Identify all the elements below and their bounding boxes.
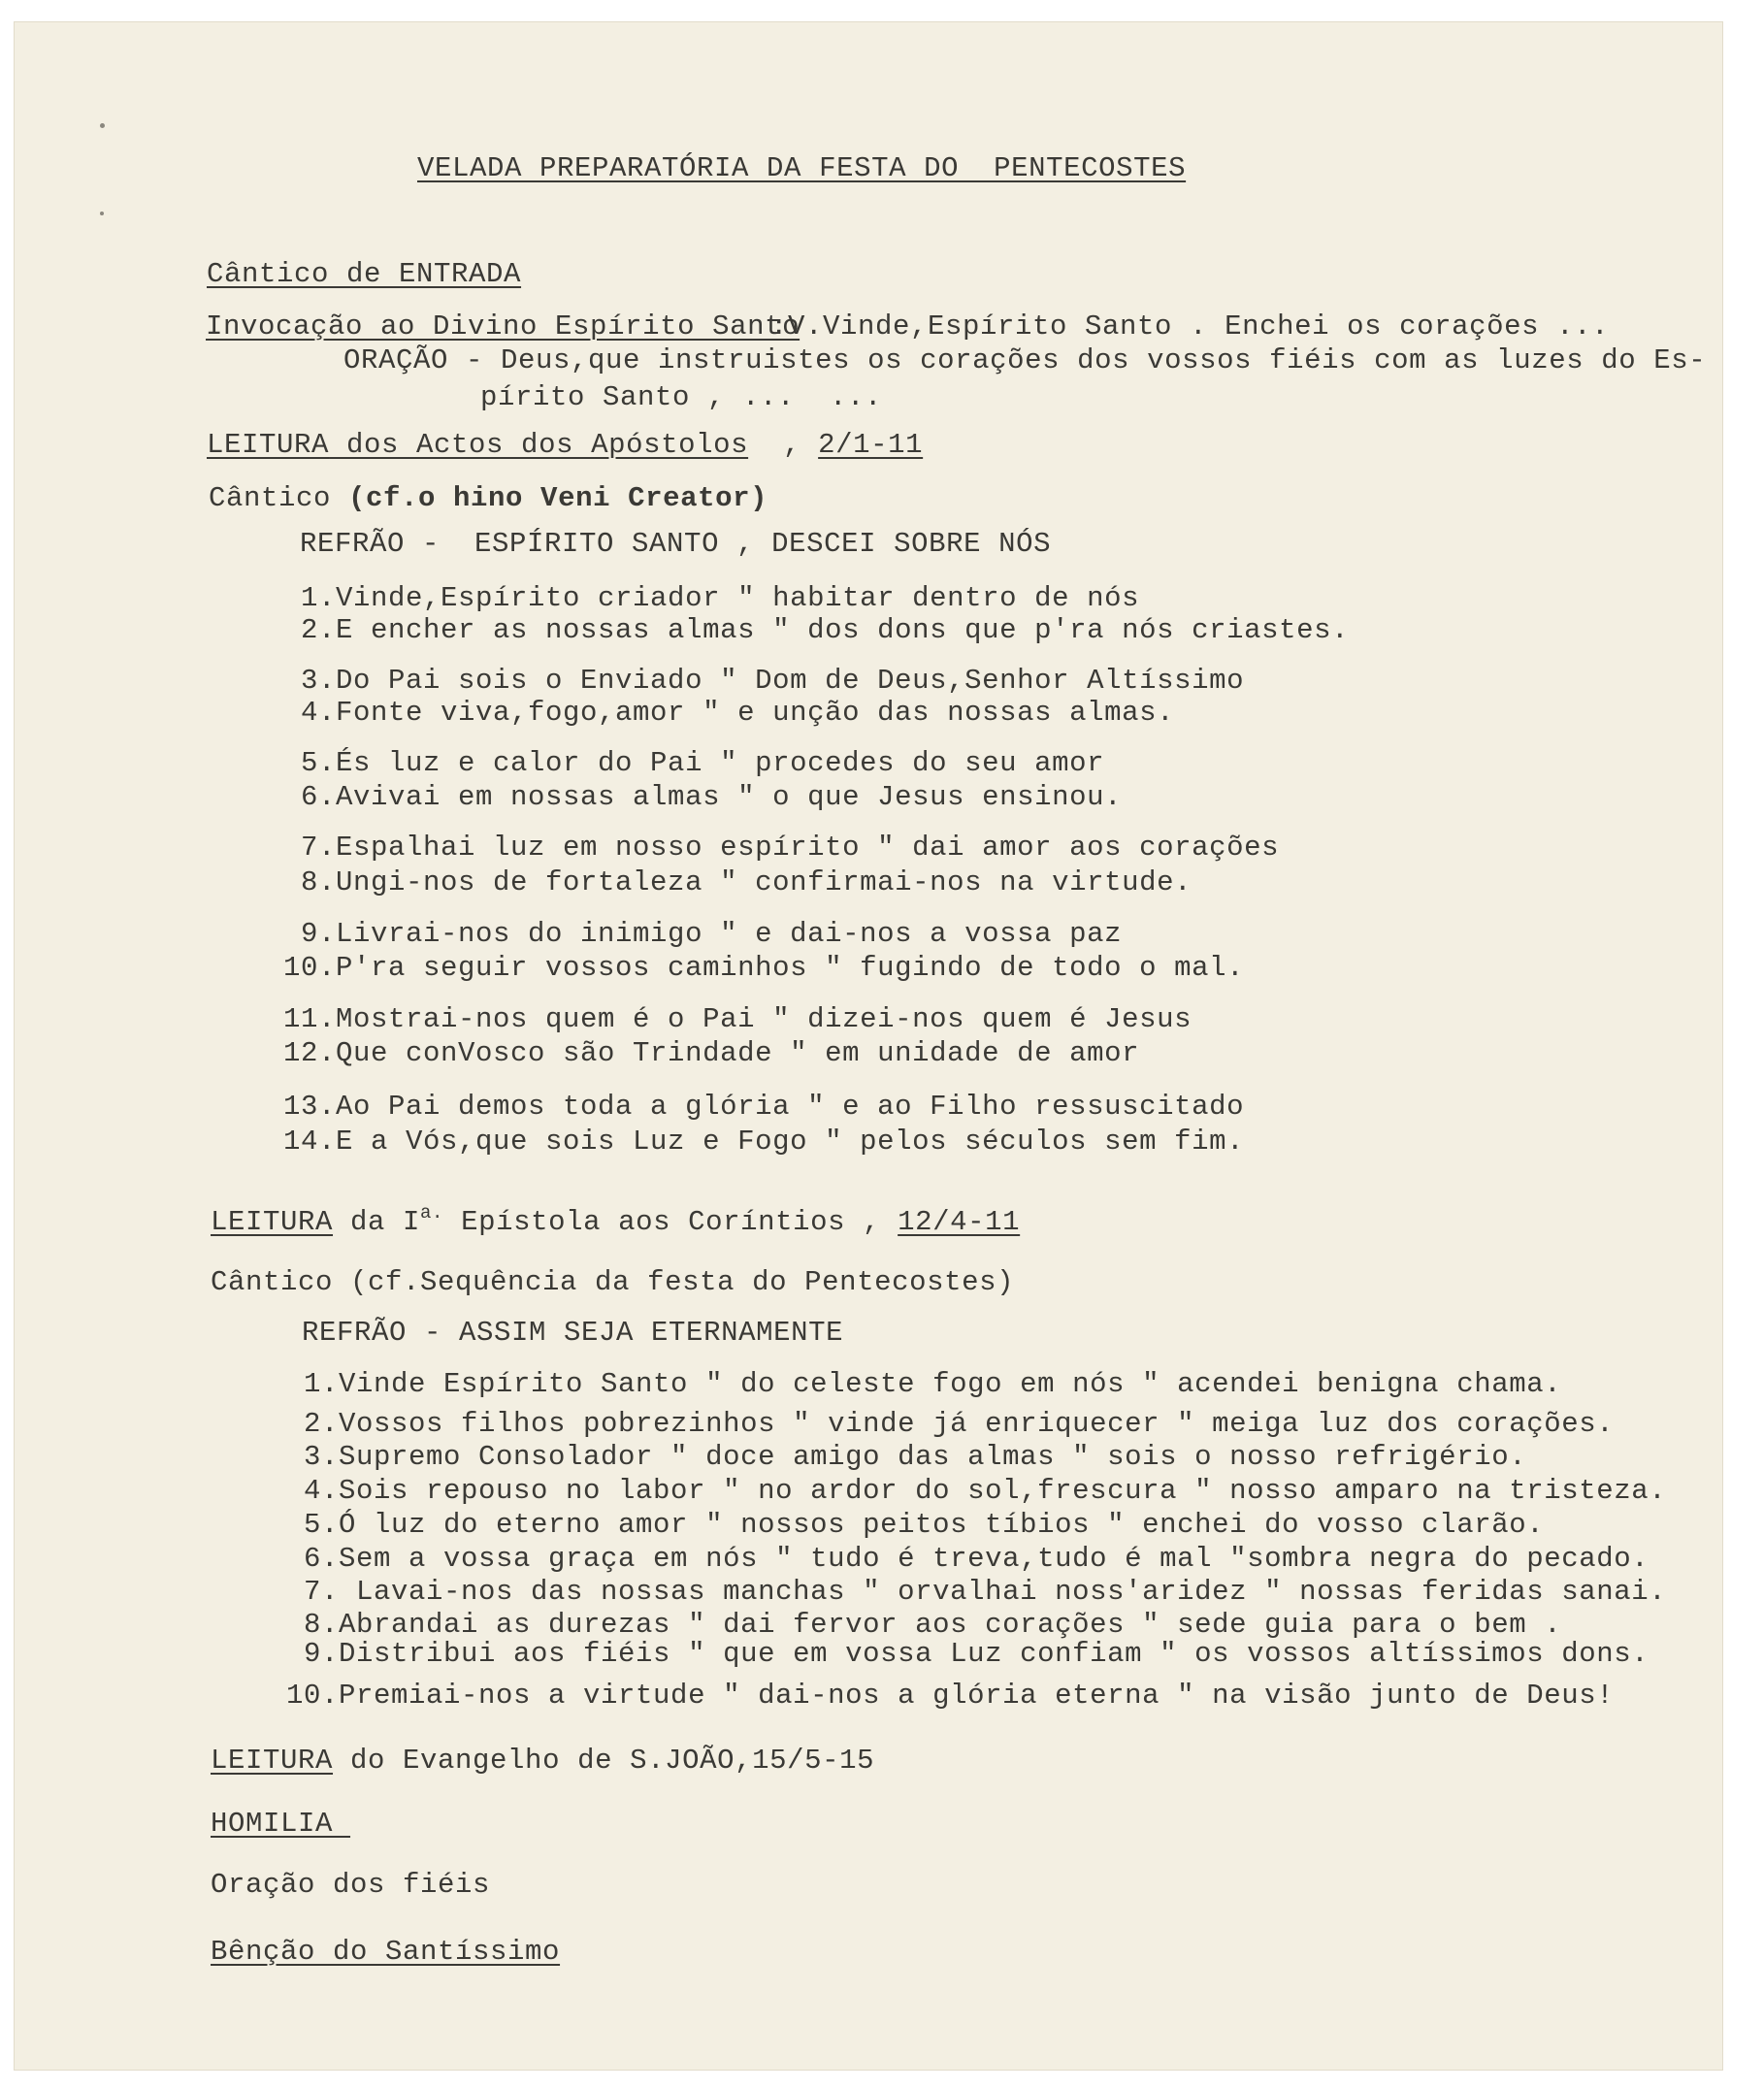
hymn2-verse: 2.Vossos filhos pobrezinhos " vinde já enriquecer " meiga luz dos corações. [286, 1408, 1615, 1440]
hymn1-verse: 10.P'ra seguir vossos caminhos " fugindo de todo o mal. [283, 952, 1245, 984]
hymn1-verse: 13.Ao Pai demos toda a glória " e ao Filho ressuscitado [283, 1091, 1245, 1123]
invocacao-text: :V.Vinde,Espírito Santo . Enchei os corações ... [770, 310, 1610, 343]
leitura-text: Epístola aos Coríntios , [443, 1206, 898, 1238]
leitura-label: LEITURA [207, 429, 330, 461]
hymn2-verse: 8.Abrandai as durezas " dai fervor aos corações " sede guia para o bem . [286, 1609, 1562, 1641]
paper-speck [100, 123, 105, 128]
section-cantico-entrada: Cântico de ENTRADA [207, 258, 522, 290]
leitura-evangelho [211, 1745, 874, 1778]
hymn2-verse: 4.Sois repouso no labor " no ardor do sol,frescura " nosso amparo na tristeza. [286, 1475, 1667, 1507]
hymn2-verse: 1.Vinde Espírito Santo " do celeste fogo em nós " acendei benigna chama. [286, 1368, 1562, 1400]
hymn1-verse: 3.Do Pai sois o Enviado " Dom de Deus,Senhor Altíssimo [283, 665, 1245, 697]
hymn2-verse: 10.Premiai-nos a virtude " dai-nos a glória eterna " na visão junto de Deus! [286, 1680, 1615, 1712]
hymn2-verse: 3.Supremo Consolador " doce amigo das almas " sois o nosso refrigério. [286, 1441, 1527, 1473]
cantico-note: (cf.o hino Veni Creator) [348, 482, 768, 514]
oracao-line-2: pírito Santo , ... ... [480, 381, 883, 413]
leitura-reference: 2/1-11 [818, 429, 924, 461]
invocacao-label: Invocação ao Divino Espírito Santo [206, 310, 800, 343]
oracao-line-1: ORAÇÃO - Deus,que instruistes os corações dos vossos fiéis com as luzes do Es- [343, 344, 1707, 376]
cantico-label: Cântico [209, 482, 349, 514]
cantico-veni-creator [209, 482, 768, 515]
ordinal-superscript: a. [420, 1202, 444, 1224]
hymn1-verse: 1.Vinde,Espírito criador " habitar dentro de nós [283, 582, 1140, 614]
bencao-do-santissimo: Bênção do Santíssimo [211, 1936, 561, 1968]
refrao-1: REFRÃO - ESPÍRITO SANTO , DESCEI SOBRE NÓS [300, 528, 1052, 560]
leitura-text: da I [333, 1206, 421, 1238]
document-title: VELADA PREPARATÓRIA DA FESTA DO PENTECOSTES [417, 152, 1187, 184]
hymn1-verse: 8.Ungi-nos de fortaleza " confirmai-nos na virtude. [283, 866, 1192, 898]
leitura-label: LEITURA [211, 1745, 334, 1777]
homilia: HOMILIA [211, 1808, 351, 1840]
hymn1-verse: 6.Avivai em nossas almas " o que Jesus ensinou. [283, 781, 1123, 813]
leitura-separator: , [748, 429, 819, 461]
leitura-actos [207, 429, 923, 462]
hymn1-verse: 11.Mostrai-nos quem é o Pai " dizei-nos quem é Jesus [283, 1003, 1192, 1035]
hymn2-verse: 6.Sem a vossa graça em nós " tudo é treva,tudo é mal "sombra negra do pecado. [286, 1543, 1650, 1575]
hymn1-verse: 9.Livrai-nos do inimigo " e dai-nos a vossa paz [283, 918, 1123, 950]
hymn1-verse: 14.E a Vós,que sois Luz e Fogo " pelos séculos sem fim. [283, 1126, 1245, 1158]
hymn2-verse: 7. Lavai-nos das nossas manchas " orvalhai noss'aridez " nossas feridas sanai. [286, 1576, 1667, 1608]
refrao-2: REFRÃO - ASSIM SEJA ETERNAMENTE [302, 1317, 844, 1349]
cantico-sequencia: Cântico (cf.Sequência da festa do Pentecostes) [211, 1266, 1015, 1298]
leitura-text: do Evangelho de S.JOÃO,15/5-15 [333, 1745, 875, 1777]
hymn1-verse: 12.Que conVosco são Trindade " em unidade de amor [283, 1037, 1140, 1069]
leitura-text: dos Actos dos Apóstolos [329, 429, 749, 461]
hymn1-verse: 5.És luz e calor do Pai " procedes do seu amor [283, 747, 1105, 779]
leitura-reference: 12/4-11 [898, 1206, 1021, 1238]
paper-speck [100, 212, 104, 215]
leitura-label: LEITURA [211, 1206, 334, 1238]
hymn2-verse: 9.Distribui aos fiéis " que em vossa Luz confiam " os vossos altíssimos dons. [286, 1638, 1650, 1670]
hymn2-verse: 5.Ó luz do eterno amor " nossos peitos tíbios " enchei do vosso clarão. [286, 1509, 1545, 1541]
hymn1-verse: 2.E encher as nossas almas " dos dons que p'ra nós criastes. [283, 614, 1350, 646]
hymn1-verse: 4.Fonte viva,fogo,amor " e unção das nossas almas. [283, 697, 1175, 729]
oracao-dos-fieis: Oração dos fiéis [211, 1869, 491, 1901]
leitura-corintios [211, 1196, 1020, 1239]
hymn1-verse: 7.Espalhai luz em nosso espírito " dai amor aos corações [283, 832, 1280, 864]
